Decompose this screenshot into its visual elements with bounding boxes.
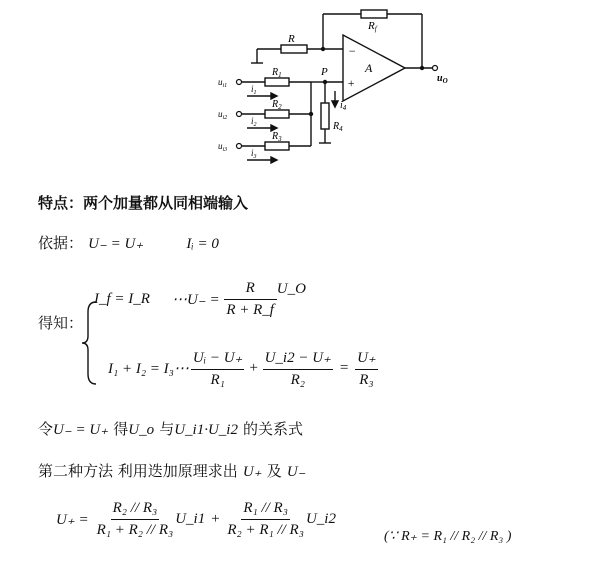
u-minus-eq: ⋯U₋ =: [171, 292, 220, 308]
method2-eq-1: U₊: [242, 464, 262, 480]
let-eq-1: U₋ = U₊: [53, 422, 109, 438]
if-eq-ir: I_f = I_R: [94, 291, 150, 307]
final-plus: +: [210, 511, 221, 527]
r4-label: $R_4$: [333, 121, 343, 133]
current-sum: I₁ + I₂ = I₃⋯: [108, 361, 189, 377]
uo-label: $u_O$: [437, 73, 448, 85]
plus-sign: +: [347, 76, 356, 90]
r1-resistor: [265, 78, 289, 86]
let-text-3: 与: [159, 420, 175, 438]
r3-resistor: [265, 142, 289, 150]
let-eq-3: U_i1·U_i2: [174, 422, 238, 438]
fraction-2: $\frac{U\_i2 - U_+}{\text{R₂}}$: [264, 350, 331, 388]
final-fraction-b: $\frac{\text{R₁ // R₃}}{\text{R₂ + R₁ // R₃}}$: [227, 500, 304, 538]
r-resistor: [281, 45, 307, 53]
i4-label: $i_4$: [340, 100, 347, 112]
method2-eq-2: U₋: [286, 464, 306, 480]
basis-eq2: Iᵢ = 0: [186, 236, 219, 252]
rf-label: Rf: [368, 20, 377, 33]
node-p-label: P: [321, 66, 328, 78]
r-label: R: [288, 33, 295, 45]
uo-term: U_O: [276, 281, 306, 297]
method2-text-1: 第二种方法 利用迭加原理求出: [38, 462, 238, 480]
minus-sign: −: [348, 44, 357, 58]
final-ui1: U_i1: [175, 511, 206, 527]
let-eq-2: U_o: [128, 422, 155, 438]
method2-line: [38, 460, 306, 481]
junction-dot: [321, 47, 325, 51]
final-lhs: U₊ =: [56, 512, 89, 528]
ui1-label: $u_{i1}$: [218, 77, 228, 89]
section-heading: 特点：两个加量都从同相端输入: [38, 194, 249, 212]
opamp-label: A: [365, 61, 373, 75]
method2-text-2: 及: [266, 462, 282, 480]
let-text-2: 得: [113, 420, 129, 438]
derive-line-2: [108, 348, 378, 389]
junction-dot: [309, 112, 313, 116]
basis-eq1: U₋ = U₊: [88, 236, 144, 252]
ui3-terminal: [237, 144, 242, 149]
ui2-terminal: [237, 112, 242, 117]
basis-line: [38, 232, 219, 253]
i3-label: $i_3$: [251, 148, 257, 160]
ui1-terminal: [237, 80, 242, 85]
circuit-diagram: [215, 5, 455, 175]
r1-label: $R_1$: [272, 67, 282, 79]
junction-dot: [323, 80, 327, 84]
plus-sign: +: [248, 360, 259, 376]
fraction-r-over-r-rf: $\frac{R}{R + R\_f}$: [224, 280, 277, 319]
r2-resistor: [265, 110, 289, 118]
let-text-1: 令: [38, 420, 54, 438]
fraction-1: $\frac{\text{Uᵢ − U₊}}{\text{R₁}}$: [192, 350, 243, 388]
final-fraction-a: $\frac{\text{R₂ // R₃}}{\text{R₁ + R₂ // R₃}}$: [96, 500, 174, 538]
derive-line-1: [94, 280, 306, 319]
i2-label: $i_2$: [251, 116, 257, 128]
i1-label: $i_1$: [251, 84, 257, 96]
ui2-label: $u_{i2}$: [218, 109, 228, 121]
final-note: (∵ R₊ = R₁ // R₂ // R₃ ): [384, 529, 512, 544]
basis-label: 依据：: [38, 234, 84, 252]
final-equation: [56, 500, 336, 539]
equals-sign: =: [338, 360, 350, 376]
r4-resistor: [321, 103, 329, 129]
uo-terminal: [433, 66, 438, 71]
r2-label: $R_2$: [272, 99, 282, 111]
ui3-label: $u_{i3}$: [218, 141, 228, 153]
final-ui2: U_i2: [305, 511, 336, 527]
rf-resistor: [361, 10, 387, 18]
let-line: [38, 418, 303, 439]
fraction-3: $\frac{U_+}{\text{R₃}}$: [357, 350, 376, 388]
let-text-4: 的关系式: [243, 420, 304, 438]
junction-dot: [420, 66, 424, 70]
r3-label: $R_3$: [272, 131, 282, 143]
derive-label: 得知：: [38, 314, 84, 332]
